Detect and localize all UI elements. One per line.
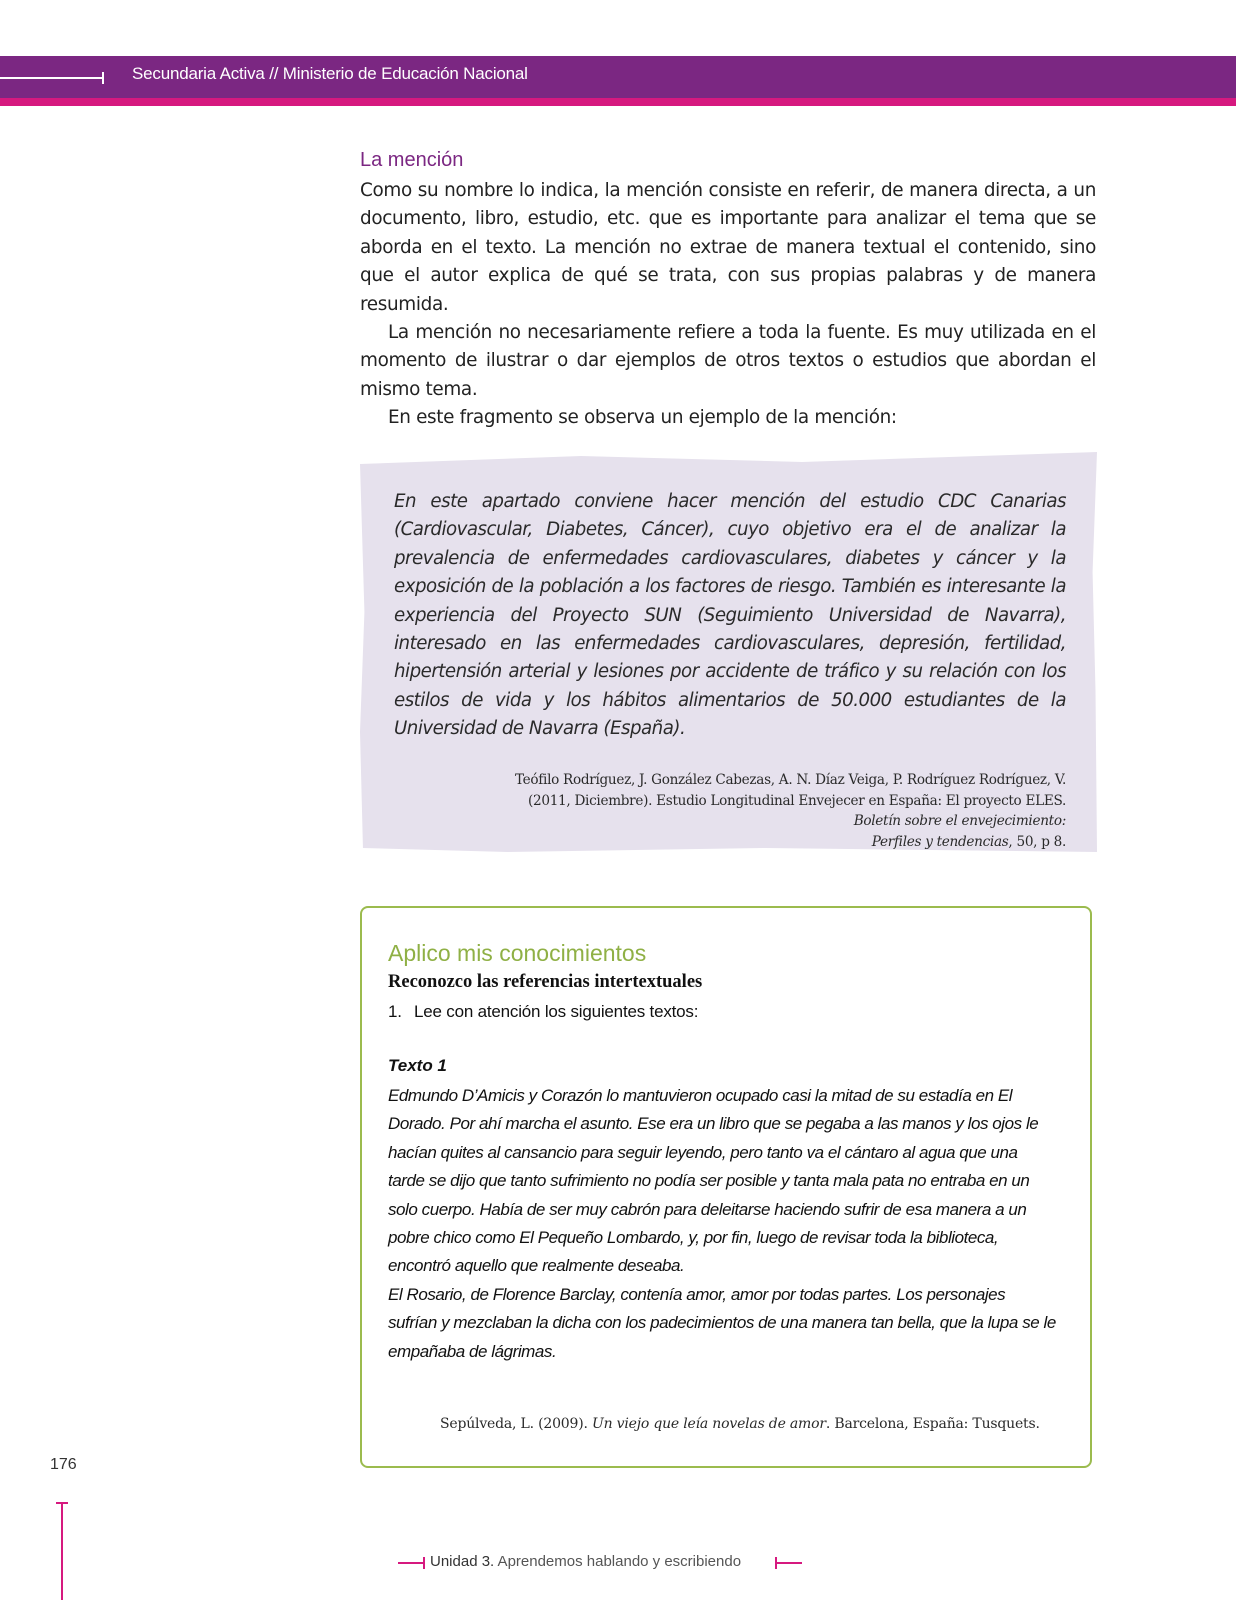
- citation-publisher: . Barcelona, España: Tusquets.: [825, 1416, 1040, 1432]
- texto-citation: [440, 1416, 1040, 1432]
- body-paragraph: En este fragmento se observa un ejemplo de la mención:: [388, 407, 897, 429]
- page-number: 176: [50, 1456, 77, 1473]
- footer-rule-right: [776, 1562, 802, 1564]
- step-text: Lee con atención los siguientes textos:: [414, 1002, 699, 1021]
- activity-subtitle: Reconozco las referencias intertextuales: [388, 972, 703, 992]
- texto-paragraph: El Rosario, de Florence Barclay, contenía amor, amor por todas partes. Los personajes sufrían y mezclaban la dicha con los padecimientos de una manera tan bella, que la lupa se le empañaba de lágrimas.: [388, 1284, 1056, 1361]
- texto-label: Texto 1: [388, 1056, 447, 1075]
- activity-step: [388, 1002, 698, 1022]
- header-title: Secundaria Activa // Ministerio de Educación Nacional: [132, 64, 528, 83]
- footer-text: [430, 1553, 741, 1570]
- citation-issue: , 50, p 8.: [1008, 833, 1066, 850]
- citation-book-title: Un viejo que leía novelas de amor: [592, 1416, 826, 1432]
- body-paragraph: La mención no necesariamente refiere a toda la fuente. Es muy utilizada en el momento de ilustrar o dar ejemplos de otros textos o estudios que abordan el mismo tema.: [360, 322, 1096, 400]
- section-body: [360, 177, 1096, 433]
- citation-line: Boletín sobre el envejecimiento:: [853, 813, 1066, 829]
- header-rule-tick: [102, 72, 104, 84]
- footer-tick-left: [423, 1557, 425, 1569]
- citation-line: (2011, Diciembre). Estudio Longitudinal Envejecer en España: El proyecto ELES.: [528, 792, 1066, 809]
- activity-title: Aplico mis conocimientos: [388, 940, 647, 966]
- section-heading: La mención: [360, 149, 464, 171]
- footer-unit-title: Aprendemos hablando y escribiendo: [494, 1553, 742, 1570]
- header-accent-stripe: [0, 98, 1236, 106]
- citation-line: [426, 832, 1066, 853]
- texto-paragraph: Edmundo D’Amicis y Corazón lo mantuvieron ocupado casi la mitad de su estadía en El Dorado. Por ahí marcha el asunto. Ese era un libro que se pegaba a las manos y los ojos le hacían quites al cansancio para seguir leyendo, pero tanto va el cántaro al agua que una tarde se dijo que tanto sufrimiento no podía ser posible y tanta mala pata no entraba en un solo cuerpo. Había de ser muy cabrón para deleitarse haciendo sufrir de esa manera a un pobre chico como El Pequeño Lombardo, y, por fin, luego de revisar toda la biblioteca, encontró aquello que realmente deseaba.: [388, 1086, 1039, 1276]
- header-rule: [0, 77, 104, 79]
- citation-line: Teófilo Rodríguez, J. González Cabezas, A. N. Díaz Veiga, P. Rodríguez Rodríguez, V.: [514, 772, 1066, 788]
- texto-body: [388, 1082, 1058, 1366]
- step-number: 1.: [388, 1002, 402, 1021]
- quote-citation: [426, 770, 1066, 852]
- footer-rule-left: [398, 1562, 424, 1564]
- quote-text: En este apartado conviene hacer mención del estudio CDC Canarias (Cardiovascular, Diabetes, Cáncer), cuyo objetivo era el de analizar la prevalencia de enfermedades cardiovasculares, diabetes y cáncer y la exposición de la población a los factores de riesgo. También es interesante la experiencia del Proyecto SUN (Seguimiento Universidad de Navarra), interesado en las enfermedades cardiovasculares, depresión, fertilidad, hipertensión arterial y lesiones por accidente de tráfico y su relación con los estilos de vida y los hábitos alimentarios de 50.000 estudiantes de la Universidad de Navarra (España).: [394, 491, 1066, 740]
- margin-rule: [61, 1502, 63, 1600]
- margin-rule-tick: [56, 1502, 68, 1504]
- citation-journal: Perfiles y tendencias: [871, 833, 1009, 850]
- body-paragraph: Como su nombre lo indica, la mención consiste en referir, de manera directa, a un documento, libro, estudio, etc. que es importante para analizar el tema que se aborda en el texto. La mención no extrae de manera textual el contenido, sino que el autor explica de qué se trata, con sus propias palabras y de manera resumida.: [360, 180, 1096, 315]
- citation-author: Sepúlveda, L. (2009).: [440, 1416, 592, 1432]
- footer-unit: Unidad 3.: [430, 1553, 495, 1570]
